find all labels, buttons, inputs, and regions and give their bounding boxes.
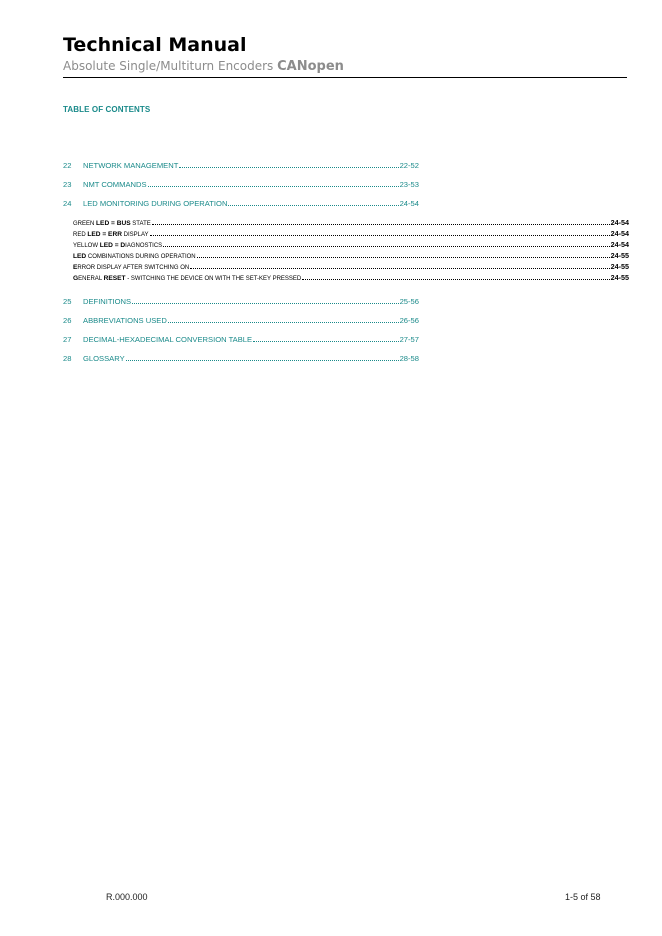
toc-leader-dots bbox=[228, 199, 398, 206]
subtitle-text: Absolute Single/Multiturn Encoders bbox=[63, 59, 278, 73]
toc-subentry-label: LED COMBINATIONS DURING OPERATION bbox=[73, 253, 196, 260]
toc-entry-label: DEFINITIONS bbox=[83, 297, 132, 306]
toc-entry-number: 24 bbox=[63, 199, 72, 208]
toc-entry-label: NETWORK MANAGEMENT bbox=[83, 161, 179, 170]
toc-subentry-page: 24-54 bbox=[610, 240, 629, 249]
toc-entry-23[interactable] bbox=[63, 180, 419, 190]
toc-subentry-page: 24-54 bbox=[610, 229, 629, 238]
toc-leader-dots bbox=[197, 252, 610, 258]
toc-entry-label: GLOSSARY bbox=[83, 354, 125, 363]
toc-entry-page: 22-52 bbox=[399, 161, 419, 170]
toc-entry-page: 24-54 bbox=[399, 199, 419, 208]
toc-leader-dots bbox=[126, 354, 399, 361]
document-title: Technical Manual bbox=[63, 34, 247, 56]
toc-subentry-label: GREEN LED = BUS STATE bbox=[73, 220, 151, 227]
toc-entry-number: 28 bbox=[63, 354, 72, 363]
subtitle-brand: CANopen bbox=[277, 59, 344, 74]
toc-entry-page: 25-56 bbox=[399, 297, 419, 306]
toc-subentry-led-combinations[interactable] bbox=[73, 251, 629, 260]
toc-subentry-general-reset[interactable] bbox=[73, 273, 629, 282]
toc-leader-dots bbox=[163, 241, 609, 247]
toc-subentry-red-led[interactable] bbox=[73, 229, 629, 238]
toc-heading: TABLE OF CONTENTS bbox=[63, 105, 151, 114]
toc-entry-26[interactable] bbox=[63, 316, 419, 326]
toc-leader-dots bbox=[190, 263, 609, 269]
toc-leader-dots bbox=[179, 161, 398, 168]
toc-entry-page: 27-57 bbox=[399, 335, 419, 344]
toc-subentry-label: GENERAL RESET - SWITCHING THE DEVICE ON WITH THE SET-KEY PRESSED bbox=[73, 275, 302, 282]
toc-leader-dots bbox=[253, 335, 398, 342]
footer-page-number: 1-5 of 58 bbox=[565, 892, 601, 902]
toc-entry-number: 23 bbox=[63, 180, 72, 189]
toc-leader-dots bbox=[148, 180, 399, 187]
toc-leader-dots bbox=[152, 219, 610, 225]
toc-entry-label: LED MONITORING DURING OPERATION bbox=[83, 199, 228, 208]
toc-entry-page: 23-53 bbox=[399, 180, 419, 189]
toc-leader-dots bbox=[168, 316, 399, 323]
toc-entry-number: 22 bbox=[63, 161, 72, 170]
toc-subentry-label: RED LED = ERR DISPLAY bbox=[73, 231, 149, 238]
toc-subentry-page: 24-55 bbox=[610, 262, 629, 271]
toc-entry-page: 26-56 bbox=[399, 316, 419, 325]
toc-entry-label: NMT COMMANDS bbox=[83, 180, 147, 189]
toc-leader-dots bbox=[132, 297, 398, 304]
toc-subentry-green-led[interactable] bbox=[73, 218, 629, 227]
toc-subentry-label: ERROR DISPLAY AFTER SWITCHING ON bbox=[73, 264, 190, 271]
toc-subentry-page: 24-54 bbox=[610, 218, 629, 227]
toc-entry-22[interactable] bbox=[63, 161, 419, 171]
toc-entry-page: 28-58 bbox=[399, 354, 419, 363]
toc-subentry-page: 24-55 bbox=[610, 251, 629, 260]
document-subtitle bbox=[63, 58, 627, 75]
toc-entry-number: 26 bbox=[63, 316, 72, 325]
header-divider bbox=[63, 77, 627, 78]
toc-subentry-error-display[interactable] bbox=[73, 262, 629, 271]
footer-doc-number: R.000.000 bbox=[106, 892, 148, 902]
toc-entry-label: ABBREVIATIONS USED bbox=[83, 316, 167, 325]
toc-entry-28[interactable] bbox=[63, 354, 419, 364]
toc-leader-dots bbox=[302, 274, 609, 280]
toc-leader-dots bbox=[150, 230, 610, 236]
page-header bbox=[63, 33, 627, 75]
toc-subentry-yellow-led[interactable] bbox=[73, 240, 629, 249]
toc-subentry-label: YELLOW LED = DIAGNOSTICS bbox=[73, 242, 163, 249]
toc-entry-25[interactable] bbox=[63, 297, 419, 307]
toc-entry-number: 25 bbox=[63, 297, 72, 306]
toc-entry-27[interactable] bbox=[63, 335, 419, 345]
toc-entry-number: 27 bbox=[63, 335, 72, 344]
toc-entry-24[interactable] bbox=[63, 199, 419, 209]
toc-entry-label: DECIMAL-HEXADECIMAL CONVERSION TABLE bbox=[83, 335, 253, 344]
toc-subentry-page: 24-55 bbox=[610, 273, 629, 282]
